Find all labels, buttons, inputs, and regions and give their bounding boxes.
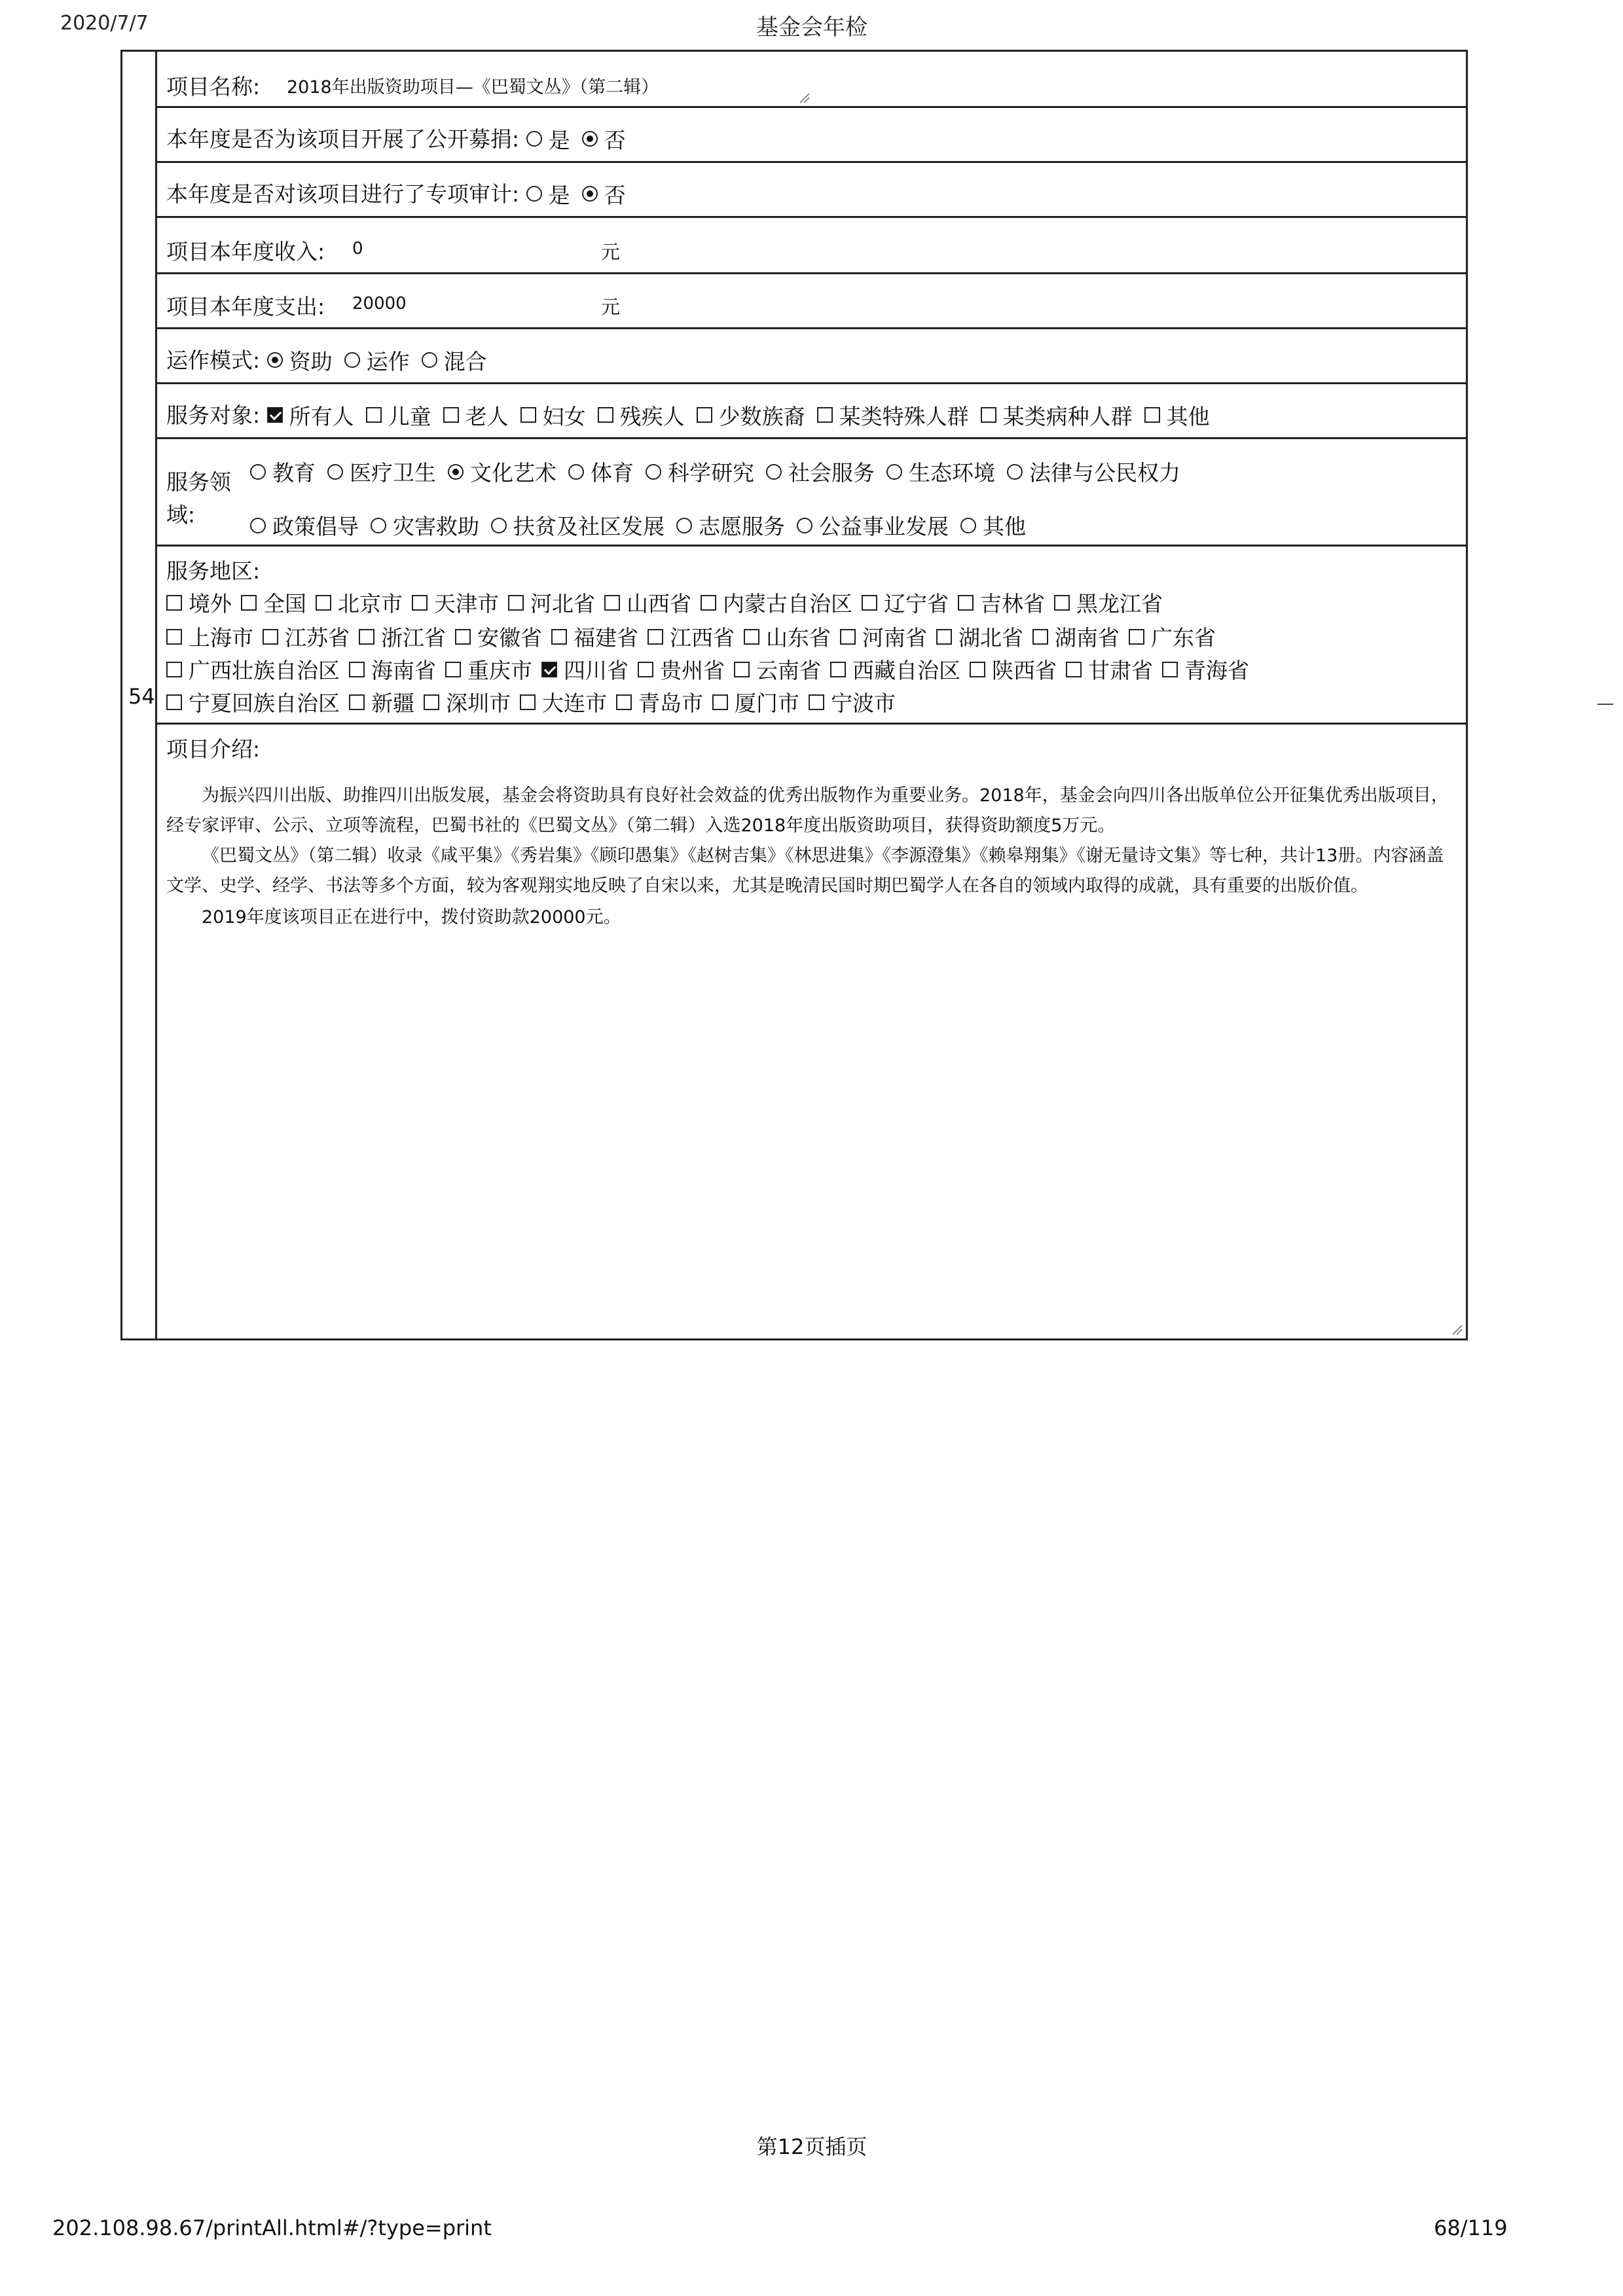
operation-mode-option[interactable] (267, 345, 333, 376)
service-region-option[interactable] (809, 687, 896, 717)
radio-button-icon[interactable] (676, 518, 692, 533)
service-target-option-label: 儿童 (388, 403, 431, 429)
checkbox-icon[interactable] (638, 662, 653, 677)
service-field-option[interactable] (250, 510, 359, 541)
public-fundraising-option[interactable] (526, 124, 570, 154)
service-region-option[interactable] (734, 654, 821, 685)
service-region-option[interactable] (1066, 654, 1153, 685)
radio-button-icon[interactable] (766, 464, 782, 480)
service-region-option[interactable] (241, 587, 306, 618)
row-operation-mode (157, 329, 1466, 384)
service-target-option[interactable] (520, 400, 586, 431)
checkbox-icon[interactable] (647, 629, 663, 645)
service-region-option[interactable] (647, 621, 735, 652)
project-form-frame (120, 50, 1468, 1340)
service-region-option-label: 河北省 (530, 591, 595, 617)
service-region-option[interactable] (349, 687, 414, 717)
service-region-option-label: 内蒙古自治区 (723, 591, 852, 617)
checkbox-icon[interactable] (701, 595, 716, 611)
checkbox-icon[interactable] (958, 595, 974, 611)
service-field-option-label: 科学研究 (668, 460, 754, 486)
service-target-option[interactable] (443, 400, 509, 431)
row-income (157, 218, 1466, 274)
radio-button-icon[interactable] (526, 186, 542, 202)
service-region-option-label: 黑龙江省 (1076, 591, 1163, 617)
operation-mode-option[interactable] (422, 345, 487, 376)
service-region-option[interactable] (862, 587, 949, 618)
checkbox-icon[interactable] (551, 629, 567, 645)
operation-mode-label: 运作模式: (166, 348, 261, 373)
service-region-option[interactable] (424, 687, 511, 717)
checkbox-icon[interactable] (817, 407, 833, 423)
public-fundraising-option-label: 否 (604, 127, 626, 153)
service-field-option[interactable] (371, 510, 479, 541)
insert-page-label: 第12页插页 (756, 2134, 867, 2159)
checkbox-icon[interactable] (604, 595, 620, 611)
radio-button-icon[interactable] (646, 464, 661, 480)
checkbox-icon[interactable] (712, 694, 728, 710)
project-intro-area[interactable] (157, 725, 1466, 1338)
checkbox-icon[interactable] (263, 629, 278, 645)
public-fundraising-label: 本年度是否为该项目开展了公开募捐: (166, 126, 520, 152)
service-region-option-label: 甘肃省 (1088, 658, 1153, 683)
service-target-option[interactable] (697, 400, 805, 431)
service-region-option[interactable] (1032, 621, 1120, 652)
income-value[interactable]: 0 (352, 239, 363, 259)
radio-button-icon[interactable] (582, 131, 598, 147)
checkbox-icon[interactable] (1144, 407, 1160, 423)
service-region-option[interactable] (166, 654, 340, 685)
expense-unit: 元 (601, 296, 621, 318)
service-region-option-label: 西藏自治区 (852, 658, 960, 683)
intro-paragraph-1: 为振兴四川出版、助推四川出版发展，基金会将资助具有良好社会效益的优秀出版物作为重要业务。2018年，基金会向四川各出版单位公开征集优秀出版项目，经专家评审、公示、立项等流程，巴蜀书社的《巴蜀文丛》（第二辑）入选2018年度出版资助项目，获得资助额度5万元。 (166, 785, 1449, 836)
service-field-option[interactable] (327, 456, 436, 487)
checkbox-icon[interactable] (366, 407, 382, 423)
checkbox-icon[interactable] (1066, 662, 1082, 677)
service-field-option[interactable] (766, 456, 875, 487)
checkbox-icon[interactable] (445, 662, 461, 677)
service-region-option-label: 广东省 (1151, 625, 1216, 651)
service-field-option[interactable] (886, 456, 995, 487)
checkbox-icon[interactable] (616, 694, 632, 710)
service-regions-label: 服务地区: (166, 558, 261, 584)
checkbox-icon[interactable] (412, 595, 428, 611)
expense-label: 项目本年度支出: (166, 294, 325, 319)
checkbox-icon[interactable] (598, 407, 613, 423)
service-field-option-label: 生态环境 (909, 460, 995, 486)
checkbox-icon[interactable] (424, 694, 439, 710)
service-region-option-label: 宁夏回族自治区 (189, 691, 340, 716)
service-region-option-label: 境外 (189, 591, 232, 617)
checkbox-icon[interactable] (541, 662, 557, 677)
service-region-option[interactable] (166, 587, 232, 618)
service-target-option-label: 其他 (1166, 403, 1210, 429)
checkbox-icon[interactable] (241, 595, 257, 611)
special-audit-option-label: 否 (604, 182, 626, 208)
service-region-option[interactable] (1054, 587, 1163, 618)
radio-button-icon[interactable] (1007, 464, 1023, 480)
special-audit-option[interactable] (582, 179, 626, 209)
service-field-option-label: 扶贫及社区发展 (513, 514, 665, 539)
service-field-option[interactable] (568, 456, 634, 487)
header-title: 基金会年检 (756, 14, 867, 41)
service-region-option-label: 安徽省 (477, 625, 542, 651)
service-fields-label-2: 域: (166, 502, 196, 528)
service-target-option-label: 老人 (465, 403, 509, 429)
service-region-option[interactable] (830, 654, 960, 685)
intro-paragraph-3: 2019年度该项目正在进行中，拨付资助款20000元。 (202, 907, 621, 927)
service-field-option-label: 志愿服务 (699, 514, 785, 539)
radio-button-icon[interactable] (491, 518, 507, 533)
special-audit-option-label: 是 (548, 182, 570, 208)
service-target-option-label: 残疾人 (619, 403, 685, 429)
service-region-option-label: 广西壮族自治区 (189, 658, 340, 683)
row-service-targets (157, 384, 1466, 439)
service-region-option[interactable] (166, 621, 253, 652)
service-region-option-label: 厦门市 (735, 691, 799, 716)
radio-button-icon[interactable] (568, 464, 584, 480)
service-region-option[interactable] (616, 687, 703, 717)
radio-button-icon[interactable] (344, 352, 360, 368)
service-region-option[interactable] (958, 587, 1045, 618)
service-field-option-label: 政策倡导 (272, 514, 359, 539)
checkbox-icon[interactable] (970, 662, 985, 677)
service-region-option[interactable] (412, 587, 499, 618)
service-region-option-label: 宁波市 (831, 691, 896, 716)
service-region-option-label: 湖北省 (958, 625, 1023, 651)
row-public-fundraising (157, 108, 1466, 163)
checkbox-icon[interactable] (1129, 629, 1144, 645)
service-field-option-label: 灾害救助 (393, 514, 479, 539)
checkbox-icon[interactable] (508, 595, 524, 611)
radio-button-icon[interactable] (582, 186, 598, 202)
service-region-option-label: 新疆 (371, 691, 414, 716)
row-service-regions (157, 547, 1466, 725)
service-region-option-label: 江西省 (670, 625, 735, 651)
service-field-option-label: 教育 (272, 460, 316, 486)
radio-button-icon[interactable] (250, 464, 266, 480)
radio-button-icon[interactable] (327, 464, 343, 480)
checkbox-icon[interactable] (1162, 662, 1178, 677)
service-target-option-label: 妇女 (542, 403, 586, 429)
service-region-option[interactable] (508, 587, 595, 618)
checkbox-icon[interactable] (166, 595, 182, 611)
service-field-option-label: 其他 (983, 514, 1026, 539)
checkbox-icon[interactable] (697, 407, 712, 423)
radio-button-icon[interactable] (797, 518, 812, 533)
radio-button-icon[interactable] (526, 131, 542, 147)
service-field-option-label: 文化艺术 (470, 460, 556, 486)
radio-button-icon[interactable] (422, 352, 437, 368)
service-region-option[interactable] (936, 621, 1023, 652)
service-fields-label-1: 服务领 (166, 469, 231, 495)
service-region-option-label: 湖南省 (1055, 625, 1120, 651)
service-target-option-label: 某类病种人群 (1002, 403, 1133, 429)
service-field-option-label: 社会服务 (788, 460, 875, 486)
project-name-value[interactable]: 2018年出版资助项目—《巴蜀文丛》（第二辑） (287, 77, 659, 98)
service-field-option[interactable] (646, 456, 754, 487)
checkbox-icon[interactable] (316, 595, 331, 611)
service-target-option[interactable] (1144, 400, 1210, 431)
special-audit-option[interactable] (526, 179, 570, 209)
checkbox-icon[interactable] (809, 694, 824, 710)
service-region-option[interactable] (455, 621, 542, 652)
service-region-option[interactable] (541, 654, 629, 685)
service-region-option-label: 北京市 (338, 591, 403, 617)
service-region-option[interactable] (263, 621, 350, 652)
checkbox-icon[interactable] (520, 694, 536, 710)
service-region-option[interactable] (744, 621, 831, 652)
radio-button-icon[interactable] (886, 464, 902, 480)
resize-handle-icon[interactable] (1450, 1323, 1463, 1336)
service-region-option-label: 青岛市 (638, 691, 703, 716)
operation-mode-option-label: 资助 (289, 348, 333, 374)
service-region-option[interactable] (349, 654, 436, 685)
checkbox-icon[interactable] (359, 629, 374, 645)
checkbox-icon[interactable] (840, 629, 856, 645)
radio-button-icon[interactable] (267, 352, 283, 368)
checkbox-icon[interactable] (734, 662, 750, 677)
radio-button-icon[interactable] (250, 518, 266, 533)
service-target-option[interactable] (598, 400, 685, 431)
service-target-option-label: 所有人 (289, 403, 354, 429)
checkbox-icon[interactable] (830, 662, 846, 677)
service-region-option[interactable] (551, 621, 638, 652)
checkbox-icon[interactable] (1032, 629, 1048, 645)
public-fundraising-option-label: 是 (548, 127, 570, 153)
service-field-option[interactable] (797, 510, 949, 541)
service-region-option-label: 陕西省 (992, 658, 1057, 683)
service-field-option[interactable] (491, 510, 665, 541)
service-region-option-label: 吉林省 (980, 591, 1045, 617)
service-region-option-label: 四川省 (564, 658, 629, 683)
service-region-option-label: 浙江省 (381, 625, 446, 651)
service-region-option-label: 天津市 (434, 591, 499, 617)
side-page-number: 54 (128, 684, 155, 709)
service-target-option-label: 少数族裔 (718, 403, 805, 429)
margin-mark (1597, 704, 1613, 705)
row-expense (157, 274, 1466, 329)
service-region-option-label: 河南省 (862, 625, 927, 651)
row-service-fields (157, 439, 1466, 547)
footer-page-count: 68/119 (1434, 2215, 1508, 2240)
service-region-option[interactable] (359, 621, 446, 652)
row-special-audit (157, 163, 1466, 218)
service-region-option-label: 大连市 (542, 691, 607, 716)
service-region-option-label: 全国 (263, 591, 306, 617)
service-region-option-label: 福建省 (574, 625, 638, 651)
service-target-option-label: 某类特殊人群 (839, 403, 969, 429)
service-target-option[interactable] (366, 400, 431, 431)
project-intro-label: 项目介绍: (166, 736, 261, 762)
special-audit-label: 本年度是否对该项目进行了专项审计: (166, 181, 520, 207)
service-region-option[interactable] (445, 654, 532, 685)
checkbox-icon[interactable] (936, 629, 952, 645)
service-field-option[interactable] (960, 510, 1026, 541)
service-region-option-label: 山东省 (766, 625, 831, 651)
service-region-option[interactable] (638, 654, 725, 685)
service-target-option[interactable] (817, 400, 969, 431)
service-field-option[interactable] (676, 510, 785, 541)
checkbox-icon[interactable] (981, 407, 996, 423)
checkbox-icon[interactable] (166, 694, 182, 710)
service-field-option-label: 医疗卫生 (350, 460, 436, 486)
service-region-option[interactable] (316, 587, 403, 618)
service-region-option-label: 青海省 (1184, 658, 1249, 683)
checkbox-icon[interactable] (520, 407, 536, 423)
service-region-option[interactable] (604, 587, 691, 618)
service-region-option-label: 云南省 (756, 658, 821, 683)
service-field-option-label: 法律与公民权力 (1029, 460, 1180, 486)
radio-button-icon[interactable] (371, 518, 386, 533)
operation-mode-option[interactable] (344, 345, 410, 376)
footer-url: 202.108.98.67/printAll.html#/?type=print (52, 2215, 492, 2240)
checkbox-icon[interactable] (1054, 595, 1070, 611)
checkbox-icon[interactable] (455, 629, 471, 645)
service-field-option[interactable] (448, 456, 556, 487)
checkbox-icon[interactable] (349, 662, 365, 677)
row-project-name (157, 52, 1466, 108)
income-unit: 元 (601, 241, 621, 263)
radio-button-icon[interactable] (448, 464, 464, 480)
project-name-label: 项目名称: (166, 74, 261, 99)
service-region-option[interactable] (166, 687, 340, 717)
public-fundraising-option[interactable] (582, 124, 626, 154)
service-field-option[interactable] (1007, 456, 1180, 487)
service-region-option[interactable] (840, 621, 927, 652)
checkbox-icon[interactable] (166, 629, 182, 645)
service-region-option-label: 山西省 (627, 591, 691, 617)
project-form (157, 52, 1466, 1338)
income-label: 项目本年度收入: (166, 239, 325, 264)
resize-handle-icon[interactable] (797, 91, 811, 104)
checkbox-icon[interactable] (349, 694, 365, 710)
checkbox-icon[interactable] (862, 595, 877, 611)
service-target-option[interactable] (267, 400, 354, 431)
service-region-option-label: 贵州省 (660, 658, 725, 683)
service-region-option-label: 江苏省 (285, 625, 350, 651)
radio-button-icon[interactable] (960, 518, 976, 533)
service-target-option[interactable] (981, 400, 1133, 431)
header-date: 2020/7/7 (60, 12, 149, 35)
service-region-option-label: 上海市 (189, 625, 253, 651)
service-field-option[interactable] (250, 456, 316, 487)
service-field-option-label: 体育 (591, 460, 634, 486)
service-region-option[interactable] (1129, 621, 1216, 652)
service-region-option-label: 重庆市 (467, 658, 532, 683)
operation-mode-option-label: 混合 (443, 348, 487, 374)
service-region-option[interactable] (701, 587, 852, 618)
checkbox-icon[interactable] (443, 407, 459, 423)
checkbox-icon[interactable] (744, 629, 759, 645)
checkbox-icon[interactable] (267, 407, 283, 423)
service-region-option[interactable] (520, 687, 607, 717)
service-region-option-label: 海南省 (371, 658, 436, 683)
service-region-option[interactable] (970, 654, 1057, 685)
service-region-option[interactable] (712, 687, 799, 717)
service-region-option-label: 辽宁省 (884, 591, 949, 617)
operation-mode-option-label: 运作 (366, 348, 410, 374)
service-field-option-label: 公益事业发展 (819, 514, 949, 539)
intro-paragraph-2: 《巴蜀文丛》（第二辑）收录《咸平集》《秀岩集》《顾印愚集》《赵树吉集》《林思进集》《李源澄集》《赖皋翔集》《谢无量诗文集》等七种，共计13册。内容涵盖文学、史学、经学、书法等多个方面，较为客观翔实地反映了自宋以来，尤其是晚清民国时期巴蜀学人在各自的领域内取得的成就，具有重要的出版价值。 (166, 846, 1444, 896)
service-region-option-label: 深圳市 (446, 691, 511, 716)
service-region-option[interactable] (1162, 654, 1249, 685)
checkbox-icon[interactable] (166, 662, 182, 677)
expense-value[interactable]: 20000 (352, 294, 407, 314)
service-targets-label: 服务对象: (166, 403, 261, 428)
